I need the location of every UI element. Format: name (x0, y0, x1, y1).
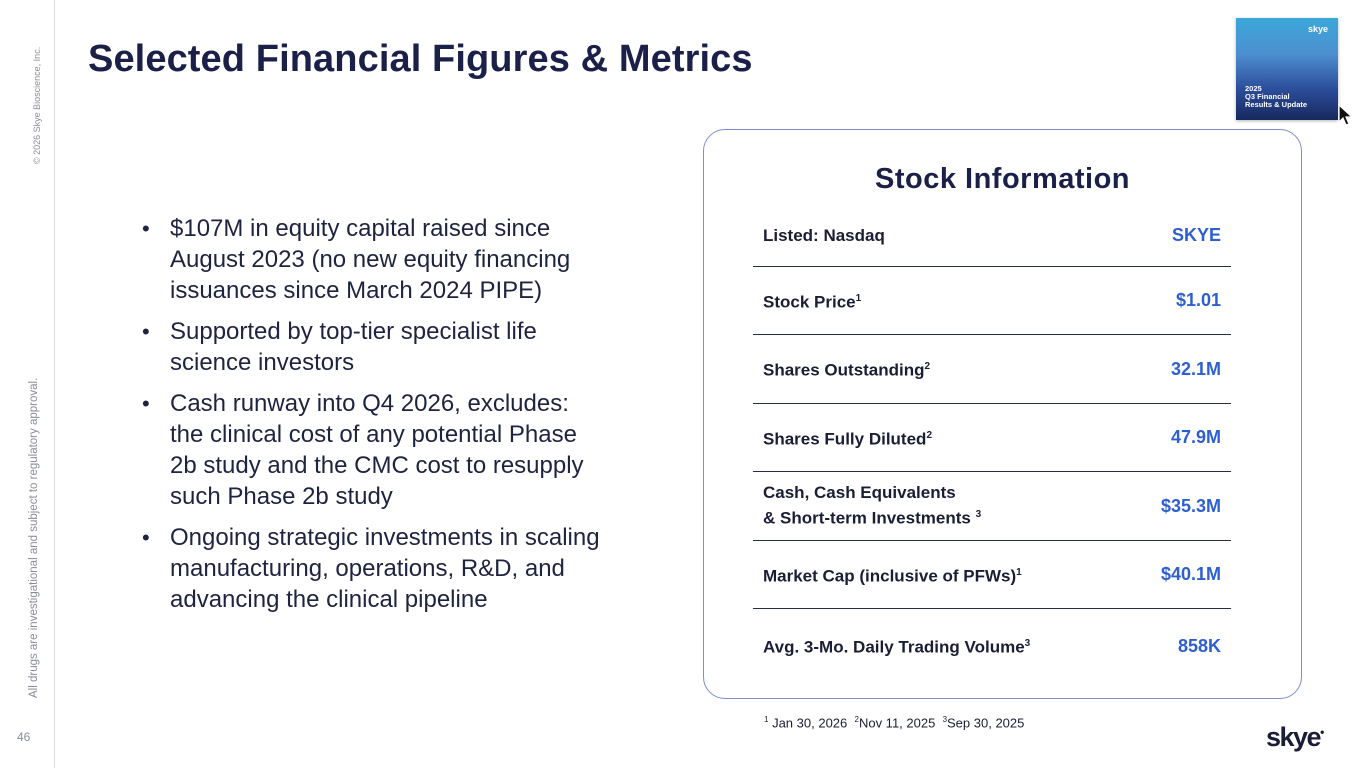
bullet-item: • $107M in equity capital raised since August 2023 (no new equity financing issuances since March 2024 PIPE) (142, 213, 602, 306)
footnote-ref: 1 (1016, 566, 1022, 578)
footnote-ref: 3 (1024, 638, 1031, 650)
bullet-item: • Supported by top-tier specialist life science investors (142, 316, 602, 378)
footnote-ref: 3 (975, 509, 982, 521)
stock-row-market-cap (753, 541, 1231, 609)
footnote-ref: 2 (926, 429, 932, 441)
row-label: Listed: Nasdaq (763, 225, 885, 245)
disclaimer-text: All drugs are investigational and subject to regulatory approval. (28, 377, 40, 698)
stock-info-table (753, 205, 1231, 683)
stock-row-volume (753, 609, 1231, 683)
stock-row-shares-diluted (753, 404, 1231, 472)
brand-logo: skye• (1266, 722, 1323, 752)
row-value: 858K (1177, 635, 1221, 656)
footnote-ref: 1 (855, 292, 862, 304)
stock-row-listed (753, 205, 1231, 267)
row-value: SKYE (1171, 225, 1221, 245)
row-value: $1.01 (1175, 290, 1221, 310)
bullet-item: • Ongoing strategic investments in scaling manufacturing, operations, R&D, and advancing the clinical pipeline (142, 522, 602, 615)
page-number: 46 (17, 730, 31, 744)
row-label: Stock Price$^1$ (763, 292, 862, 312)
row-label: Shares Outstanding$^2$ (763, 360, 931, 380)
bullet-item: • Cash runway into Q4 2026, excludes: the clinical cost of any potential Phase 2b study and the CMC cost to resupply such Phase 2b study (142, 388, 602, 512)
thumbnail-caption: 2025 Q3 Financial Results & Update (1245, 84, 1308, 109)
row-value: 47.9M (1170, 427, 1221, 447)
thumbnail-logo: skye (1307, 24, 1328, 34)
row-label: Avg. 3-Mo. Daily Trading Volume$^3$ (763, 637, 1031, 657)
footnotes: $^1$ Jan 30, 2026 $^2$Nov 11, 2025 $^3$Sep 30, 2025 (764, 715, 1025, 731)
stock-row-price (753, 267, 1231, 335)
bullet-list (142, 213, 602, 625)
row-label: Market Cap (inclusive of PFWs)$^1$ (763, 566, 1022, 586)
presentation-thumbnail[interactable] (1236, 18, 1338, 120)
row-value: $35.3M (1160, 495, 1221, 516)
mouse-pointer-icon (1338, 104, 1358, 128)
row-label: Shares Fully Diluted$^2$ (763, 429, 932, 449)
row-label: Cash, Cash Equivalents & Short-term Investments $^3$ (763, 483, 982, 528)
row-value: 32.1M (1170, 358, 1221, 379)
page-title: Selected Financial Figures & Metrics (88, 38, 753, 80)
footnote-ref: 2 (924, 361, 931, 373)
row-value: $40.1M (1160, 564, 1221, 584)
left-rail (0, 0, 55, 768)
stock-row-shares-outstanding (753, 335, 1231, 404)
stock-row-cash (753, 472, 1231, 541)
copyright-text: © 2026 Skye Bioscience, Inc. (32, 46, 42, 164)
stock-info-title: Stock Information (874, 163, 1130, 195)
